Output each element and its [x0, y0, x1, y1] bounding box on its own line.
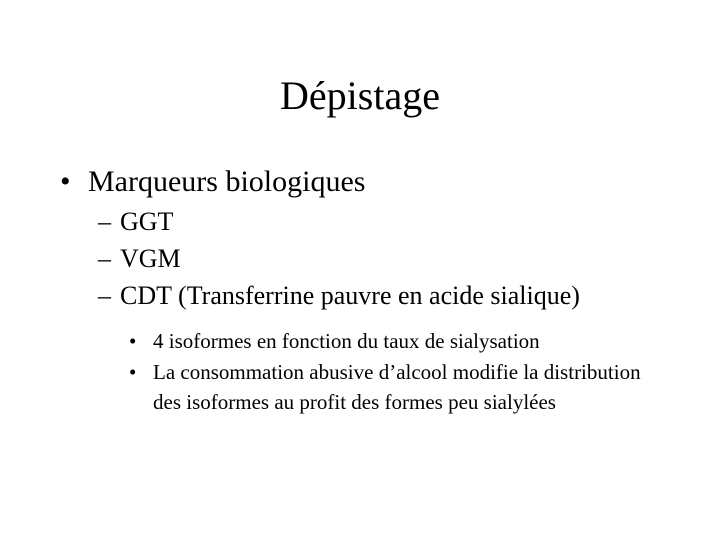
- sub-bullet-text: VGM: [120, 244, 181, 273]
- sub-bullet-text: GGT: [120, 207, 174, 236]
- sub-sub-bullet-text: 4 isoformes en fonction du taux de sialysation: [153, 329, 540, 353]
- bullet-marker: •: [129, 329, 137, 353]
- dash-marker: –: [98, 244, 111, 273]
- sub-bullet-cdt: [98, 277, 580, 314]
- sub-sub-bullet-list: [129, 326, 669, 418]
- sub-bullet-ggt: [98, 203, 580, 240]
- sub-bullet-text: CDT (Transferrine pauvre en acide sialique): [120, 281, 580, 310]
- sub-bullet-list: [98, 203, 580, 314]
- bullet-level1: [60, 164, 365, 200]
- sub-sub-bullet-consommation: [129, 357, 669, 417]
- bullet-marker: •: [60, 165, 71, 198]
- sub-sub-bullet-isoformes: [129, 326, 669, 356]
- bullet-marker: •: [129, 360, 137, 384]
- slide-title: Dépistage: [280, 73, 440, 118]
- dash-marker: –: [98, 281, 111, 310]
- sub-sub-bullet-text: La consommation abusive d’alcool modifie la distribution des isoformes au profit des formes peu sialylées: [153, 360, 641, 414]
- dash-marker: –: [98, 207, 111, 236]
- bullet-text: Marqueurs biologiques: [88, 165, 366, 198]
- sub-bullet-vgm: [98, 240, 580, 277]
